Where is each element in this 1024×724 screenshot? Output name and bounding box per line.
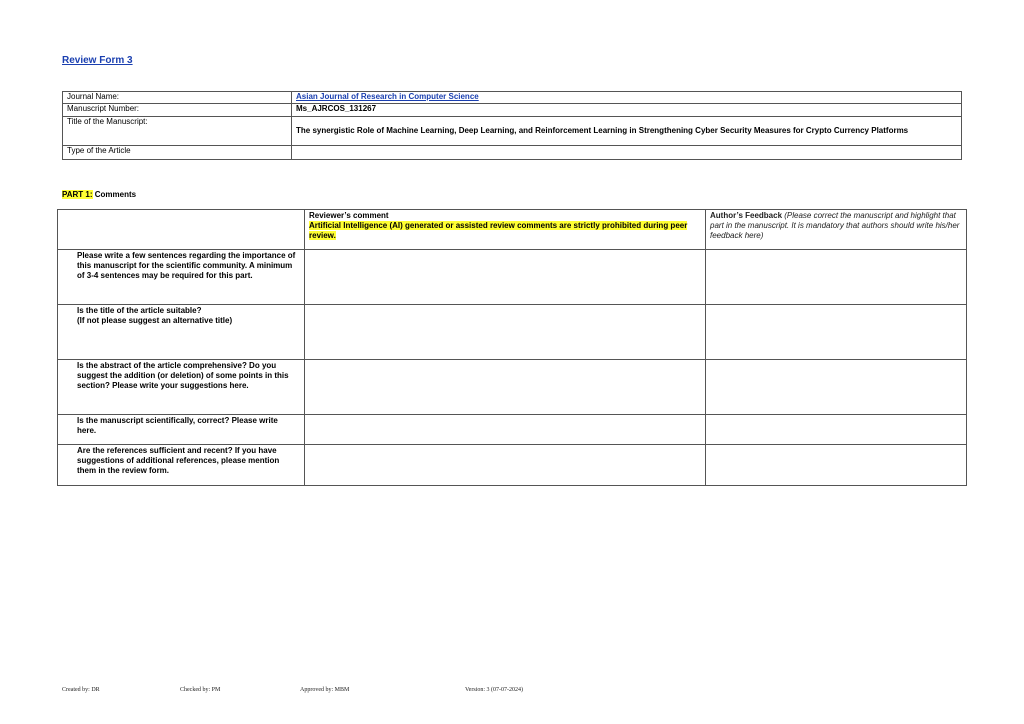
footer-created-by: Created by: DR — [62, 687, 100, 693]
info-row-journal — [63, 92, 962, 104]
author-header: Author’s Feedback — [710, 211, 783, 220]
ai-notice: Artificial Intelligence (AI) generated or assisted review comments are strictly prohibited during peer review. — [309, 221, 688, 240]
author-feedback-cell[interactable] — [706, 305, 967, 360]
author-header-cell — [706, 210, 967, 250]
manuscript-info-table — [62, 91, 962, 160]
comments-header-row — [58, 210, 967, 250]
info-row-type — [63, 146, 962, 160]
reviewer-comment-cell[interactable] — [305, 305, 706, 360]
footer-version: Version: 3 (07-07-2024) — [465, 687, 523, 693]
footer-approved-by: Approved by: MBM — [300, 687, 350, 693]
question-row — [58, 360, 967, 415]
reviewer-comment-cell[interactable] — [305, 250, 706, 305]
question-text: Is the manuscript scientifically, correct? Please write here. — [58, 415, 305, 445]
question-text: Are the references sufficient and recent? If you have suggestions of additional references, please mention them in the review form. — [58, 445, 305, 486]
question-row — [58, 305, 967, 360]
author-feedback-cell[interactable] — [706, 250, 967, 305]
footer-checked-by: Checked by: PM — [180, 687, 221, 693]
info-value — [292, 92, 962, 104]
reviewer-comment-cell[interactable] — [305, 415, 706, 445]
info-value: Ms_AJRCOS_131267 — [292, 104, 962, 117]
journal-link[interactable]: Asian Journal of Research in Computer Science — [296, 92, 479, 101]
info-label: Journal Name: — [63, 92, 292, 104]
part-label: PART 1: — [62, 190, 93, 199]
info-label: Manuscript Number: — [63, 104, 292, 117]
part-heading — [62, 190, 136, 199]
author-feedback-cell[interactable] — [706, 445, 967, 486]
header-empty-cell — [58, 210, 305, 250]
question-row — [58, 415, 967, 445]
reviewer-header: Reviewer’s comment — [309, 211, 389, 220]
question-text: Is the abstract of the article comprehensive? Do you suggest the addition (or deletion) of some points in this section? Please write your suggestions here. — [58, 360, 305, 415]
form-title: Review Form 3 — [62, 55, 133, 66]
reviewer-header-cell — [305, 210, 706, 250]
comments-table — [57, 209, 967, 486]
info-value — [292, 146, 962, 160]
reviewer-comment-cell[interactable] — [305, 360, 706, 415]
author-note: (Please correct the manuscript and highlight that part in the manuscript. It is mandatory that authors should write his/her feedback here) — [710, 211, 960, 240]
info-value: The synergistic Role of Machine Learning, Deep Learning, and Reinforcement Learning in Strengthening Cyber Security Measures for Crypto Currency Platforms — [292, 117, 962, 146]
author-feedback-cell[interactable] — [706, 360, 967, 415]
part-text: Comments — [92, 190, 137, 199]
info-row-manuscript-number — [63, 104, 962, 117]
question-text: Is the title of the article suitable? (If not please suggest an alternative title) — [58, 305, 305, 360]
question-row — [58, 445, 967, 486]
info-row-title — [63, 117, 962, 146]
question-text: Please write a few sentences regarding the importance of this manuscript for the scientific community. A minimum of 3-4 sentences may be required for this part. — [58, 250, 305, 305]
info-label: Title of the Manuscript: — [63, 117, 292, 146]
question-row — [58, 250, 967, 305]
author-feedback-cell[interactable] — [706, 415, 967, 445]
reviewer-comment-cell[interactable] — [305, 445, 706, 486]
info-label: Type of the Article — [63, 146, 292, 160]
